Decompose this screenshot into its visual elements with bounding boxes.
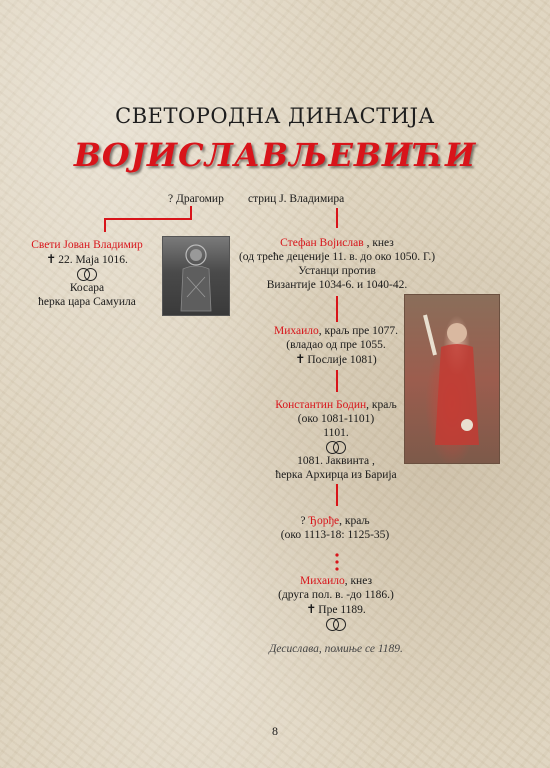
mihailo1-reign: (владао од пре 1055. — [286, 339, 386, 351]
desislava-note: Десислава, помиње се 1189. — [269, 643, 403, 655]
bodin-title: , краљ — [366, 399, 397, 411]
jovan-icon-image — [162, 236, 230, 316]
mihailo2-name: Михаило — [299, 575, 345, 587]
stefan-name-line — [226, 236, 448, 250]
bodin-block — [246, 398, 426, 482]
mihailo1-block — [258, 324, 414, 367]
jovan-name: Свети Јован Владимир — [31, 239, 143, 251]
mihailo2-death: Пре 1189. — [318, 604, 366, 616]
jovan-spouse: Косара — [69, 282, 105, 294]
jovan-death: 22. Маја 1016. — [58, 254, 128, 266]
page-title: СВЕТОРОДНА ДИНАСТИЈА — [115, 104, 435, 128]
mihailo1-name-line — [258, 324, 414, 338]
stefan-uprisings-years: Византије 1034-6. и 1040-42. — [266, 279, 408, 291]
mihailo1-death: Послије 1081) — [307, 354, 377, 366]
mihailo2-name-line — [256, 574, 416, 588]
connector-jovan-down — [104, 218, 106, 232]
stefan-name: Стефан Војислав — [280, 237, 364, 249]
stefan-title: , кнез — [363, 237, 394, 249]
cross-icon: ✝ — [306, 602, 317, 616]
cross-icon: ✝ — [295, 352, 306, 366]
mihailo1-death-line — [258, 352, 414, 367]
dragomir-label: ? Драгомир — [168, 193, 224, 205]
djordje-name: Ђорђе — [308, 515, 340, 527]
bodin-death: 1101. — [323, 427, 349, 439]
mihailo2-death-line — [256, 602, 416, 617]
bodin-name-line — [246, 398, 426, 412]
mihailo2-title: , кнез — [344, 575, 372, 587]
djordje-reign: (око 1113-18: 1125-35) — [280, 529, 390, 541]
djordje-prefix: ? — [300, 515, 309, 527]
djordje-name-line — [250, 514, 420, 528]
djordje-block — [250, 514, 420, 542]
bodin-reign: (око 1081-1101) — [297, 413, 375, 425]
connector-mihailo1 — [336, 296, 338, 322]
rings-icon — [325, 618, 347, 630]
jovan-block — [22, 238, 152, 309]
connector-dragomir-horizontal — [104, 218, 192, 220]
uncle-label: стриц Ј. Владимира — [248, 193, 345, 205]
marriage-rings-bodin — [246, 440, 426, 454]
stefan-reign: (од треће деценије 11. в. до око 1050. Г.) — [238, 251, 436, 263]
jovan-death-line — [22, 252, 152, 267]
mihailo1-title: , краљ пре 1077. — [318, 325, 398, 337]
rings-icon — [76, 268, 98, 280]
connector-djordje — [336, 484, 338, 506]
stefan-block — [226, 236, 448, 292]
page-number: 8 — [272, 724, 278, 738]
connector-stefan-up — [336, 208, 338, 228]
djordje-title: , краљ — [339, 515, 370, 527]
bodin-spouse-note: ћерка Архирца из Барија — [275, 469, 397, 481]
mihailo2-block — [256, 574, 416, 631]
saint-figure-icon — [163, 237, 229, 315]
connector-dotted — [334, 552, 340, 572]
bodin-name: Константин Бодин — [275, 399, 367, 411]
dynasty-title: ВОЈИСЛАВЉЕВИЋИ — [73, 136, 477, 174]
bodin-marriage: 1081. Јаквинта , — [297, 455, 375, 467]
marriage-rings-mihailo2 — [256, 617, 416, 631]
mihailo2-reign: (друга пол. в. -до 1186.) — [278, 589, 394, 601]
connector-bodin — [336, 370, 338, 392]
rings-icon — [325, 441, 347, 453]
marriage-rings-jovan — [22, 267, 152, 281]
stefan-uprisings: Устанци против — [298, 265, 376, 277]
mihailo1-name: Михаило — [274, 325, 319, 337]
cross-icon: ✝ — [46, 252, 57, 266]
jovan-spouse-note: ћерка цара Самуила — [38, 296, 136, 308]
